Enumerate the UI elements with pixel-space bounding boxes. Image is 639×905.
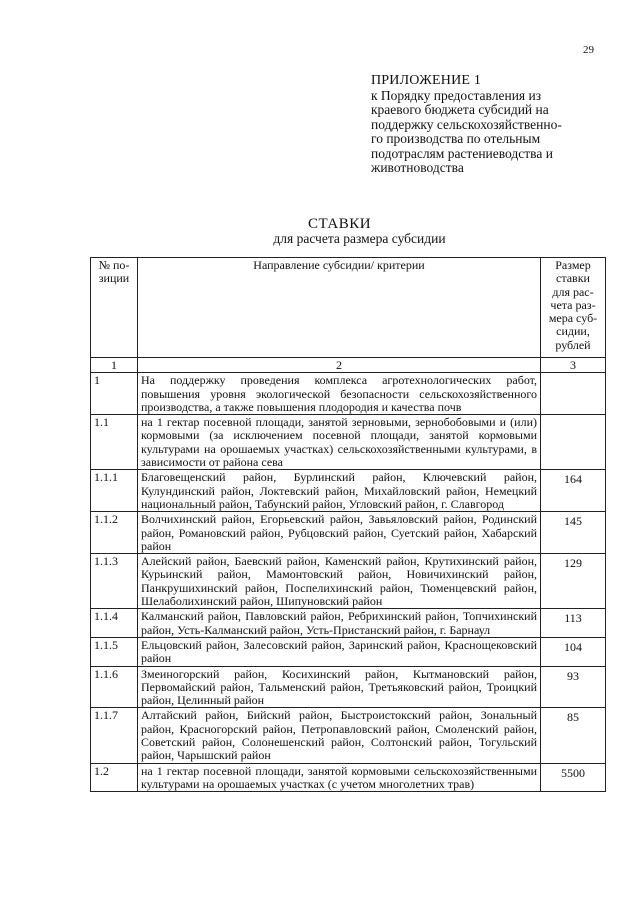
table-row: [91, 708, 606, 763]
row-position: 1.1.4: [91, 609, 138, 638]
row-rate: 5500: [541, 763, 606, 792]
row-rate: [541, 415, 606, 470]
row-position: 1.1.1: [91, 470, 138, 512]
row-text: Калманский район, Павловский район, Ребрихинский район, Топчихинский район, Усть-Калманский район, Усть-Пристанский район, г. Барнаул: [138, 609, 541, 638]
table-row: [91, 763, 606, 792]
row-position: 1.1.7: [91, 708, 138, 763]
header-position: [91, 258, 138, 358]
row-rate: 164: [541, 470, 606, 512]
page-number: 29: [583, 44, 594, 56]
row-rate: 129: [541, 554, 606, 609]
row-position: 1.1.6: [91, 666, 138, 708]
document-subtitle: для расчета размера субсидии: [273, 231, 446, 246]
document-title: СТАВКИ: [307, 216, 372, 232]
row-rate: [541, 373, 606, 415]
row-rate: 93: [541, 666, 606, 708]
row-text: на 1 гектар посевной площади, занятой кормовыми сельскохозяйственными культурами на орошаемых участках (с учетом многолетних трав): [138, 763, 541, 792]
column-number: 1: [91, 358, 138, 373]
row-text: на 1 гектар посевной площади, занятой зерновыми, зернобобовыми и (или) кормовыми (за исключением посевной площади, занятой кормовыми культурами на орошаемых участках) сельскохозяйственными культурами, в зависимости от района сева: [138, 415, 541, 470]
row-rate: 113: [541, 609, 606, 638]
appendix-line: краевого бюджета субсидий на: [371, 102, 549, 117]
row-position: 1.1: [91, 415, 138, 470]
appendix-block: [371, 74, 611, 176]
row-text: Ельцовский район, Залесовский район, Заринский район, Краснощековский район: [138, 637, 541, 666]
row-text: Благовещенский район, Бурлинский район, Ключевский район, Кулундинский район, Локтевский район, Михайловский район, Немецкий национальный район, Табунский район, Угловский район, г. Славгород: [138, 470, 541, 512]
table-row: [91, 373, 606, 415]
header-rate-label: Размер ставки для рас- чета раз- мера суб- сидии, рублей: [548, 258, 598, 352]
column-number: 2: [138, 358, 541, 373]
appendix-heading: ПРИЛОЖЕНИЕ 1: [371, 73, 482, 88]
appendix-line: го производства по отельным: [371, 131, 541, 146]
row-position: 1.1.5: [91, 637, 138, 666]
row-rate: 145: [541, 512, 606, 554]
row-text: Змеиногорский район, Косихинский район, Кытмановский район, Первомайский район, Тальменский район, Третьяковский район, Троицкий район, Целинный район: [138, 666, 541, 708]
table-row: [91, 415, 606, 470]
row-rate: 104: [541, 637, 606, 666]
rates-table: [90, 257, 606, 792]
header-direction: [138, 258, 541, 358]
table-row: [91, 470, 606, 512]
table-row: [91, 554, 606, 609]
row-position: 1.1.3: [91, 554, 138, 609]
table-row: [91, 512, 606, 554]
appendix-line: животноводства: [371, 160, 464, 175]
appendix-line: подотраслям растениеводства и: [371, 145, 553, 161]
table-row: [91, 637, 606, 666]
table-row: [91, 666, 606, 708]
header-position-label: № по- зиции: [98, 258, 130, 286]
table-row: [91, 609, 606, 638]
appendix-line: к Порядку предоставления из: [371, 87, 542, 103]
column-number: 3: [541, 358, 606, 373]
row-position: 1.2: [91, 763, 138, 792]
appendix-line: поддержку сельскохозяйственно-: [371, 116, 562, 132]
row-text: Алейский район, Баевский район, Каменский район, Крутихинский район, Курьинский район, Мамонтовский район, Новичихинский район, Панкрушихинский район, Поспелихинский район, Тюменцевский район, Шелаболихинский район, Шипуновский район: [138, 554, 541, 609]
column-number-row: [91, 358, 606, 373]
row-position: 1.1.2: [91, 512, 138, 554]
row-text: На поддержку проведения комплекса агротехнологических работ, повышения уровня экологической безопасности сельскохозяйственного производства, а также повышения плодородия и качества почв: [138, 373, 541, 415]
header-rate: [541, 258, 606, 358]
header-direction-label: Направление субсидии/ критерии: [253, 258, 425, 272]
table-header-row: [91, 258, 606, 358]
row-text: Волчихинский район, Егорьевский район, Завьяловский район, Родинский район, Романовский район, Рубцовский район, Суетский район, Хабарский район: [138, 512, 541, 554]
row-text: Алтайский район, Бийский район, Быстроистокский район, Зональный район, Красногорский район, Петропавловский район, Смоленский район, Советский район, Солонешенский район, Солтонский район, Тогульский район, Чарышский район: [138, 708, 541, 763]
row-position: 1: [91, 373, 138, 415]
row-rate: 85: [541, 708, 606, 763]
